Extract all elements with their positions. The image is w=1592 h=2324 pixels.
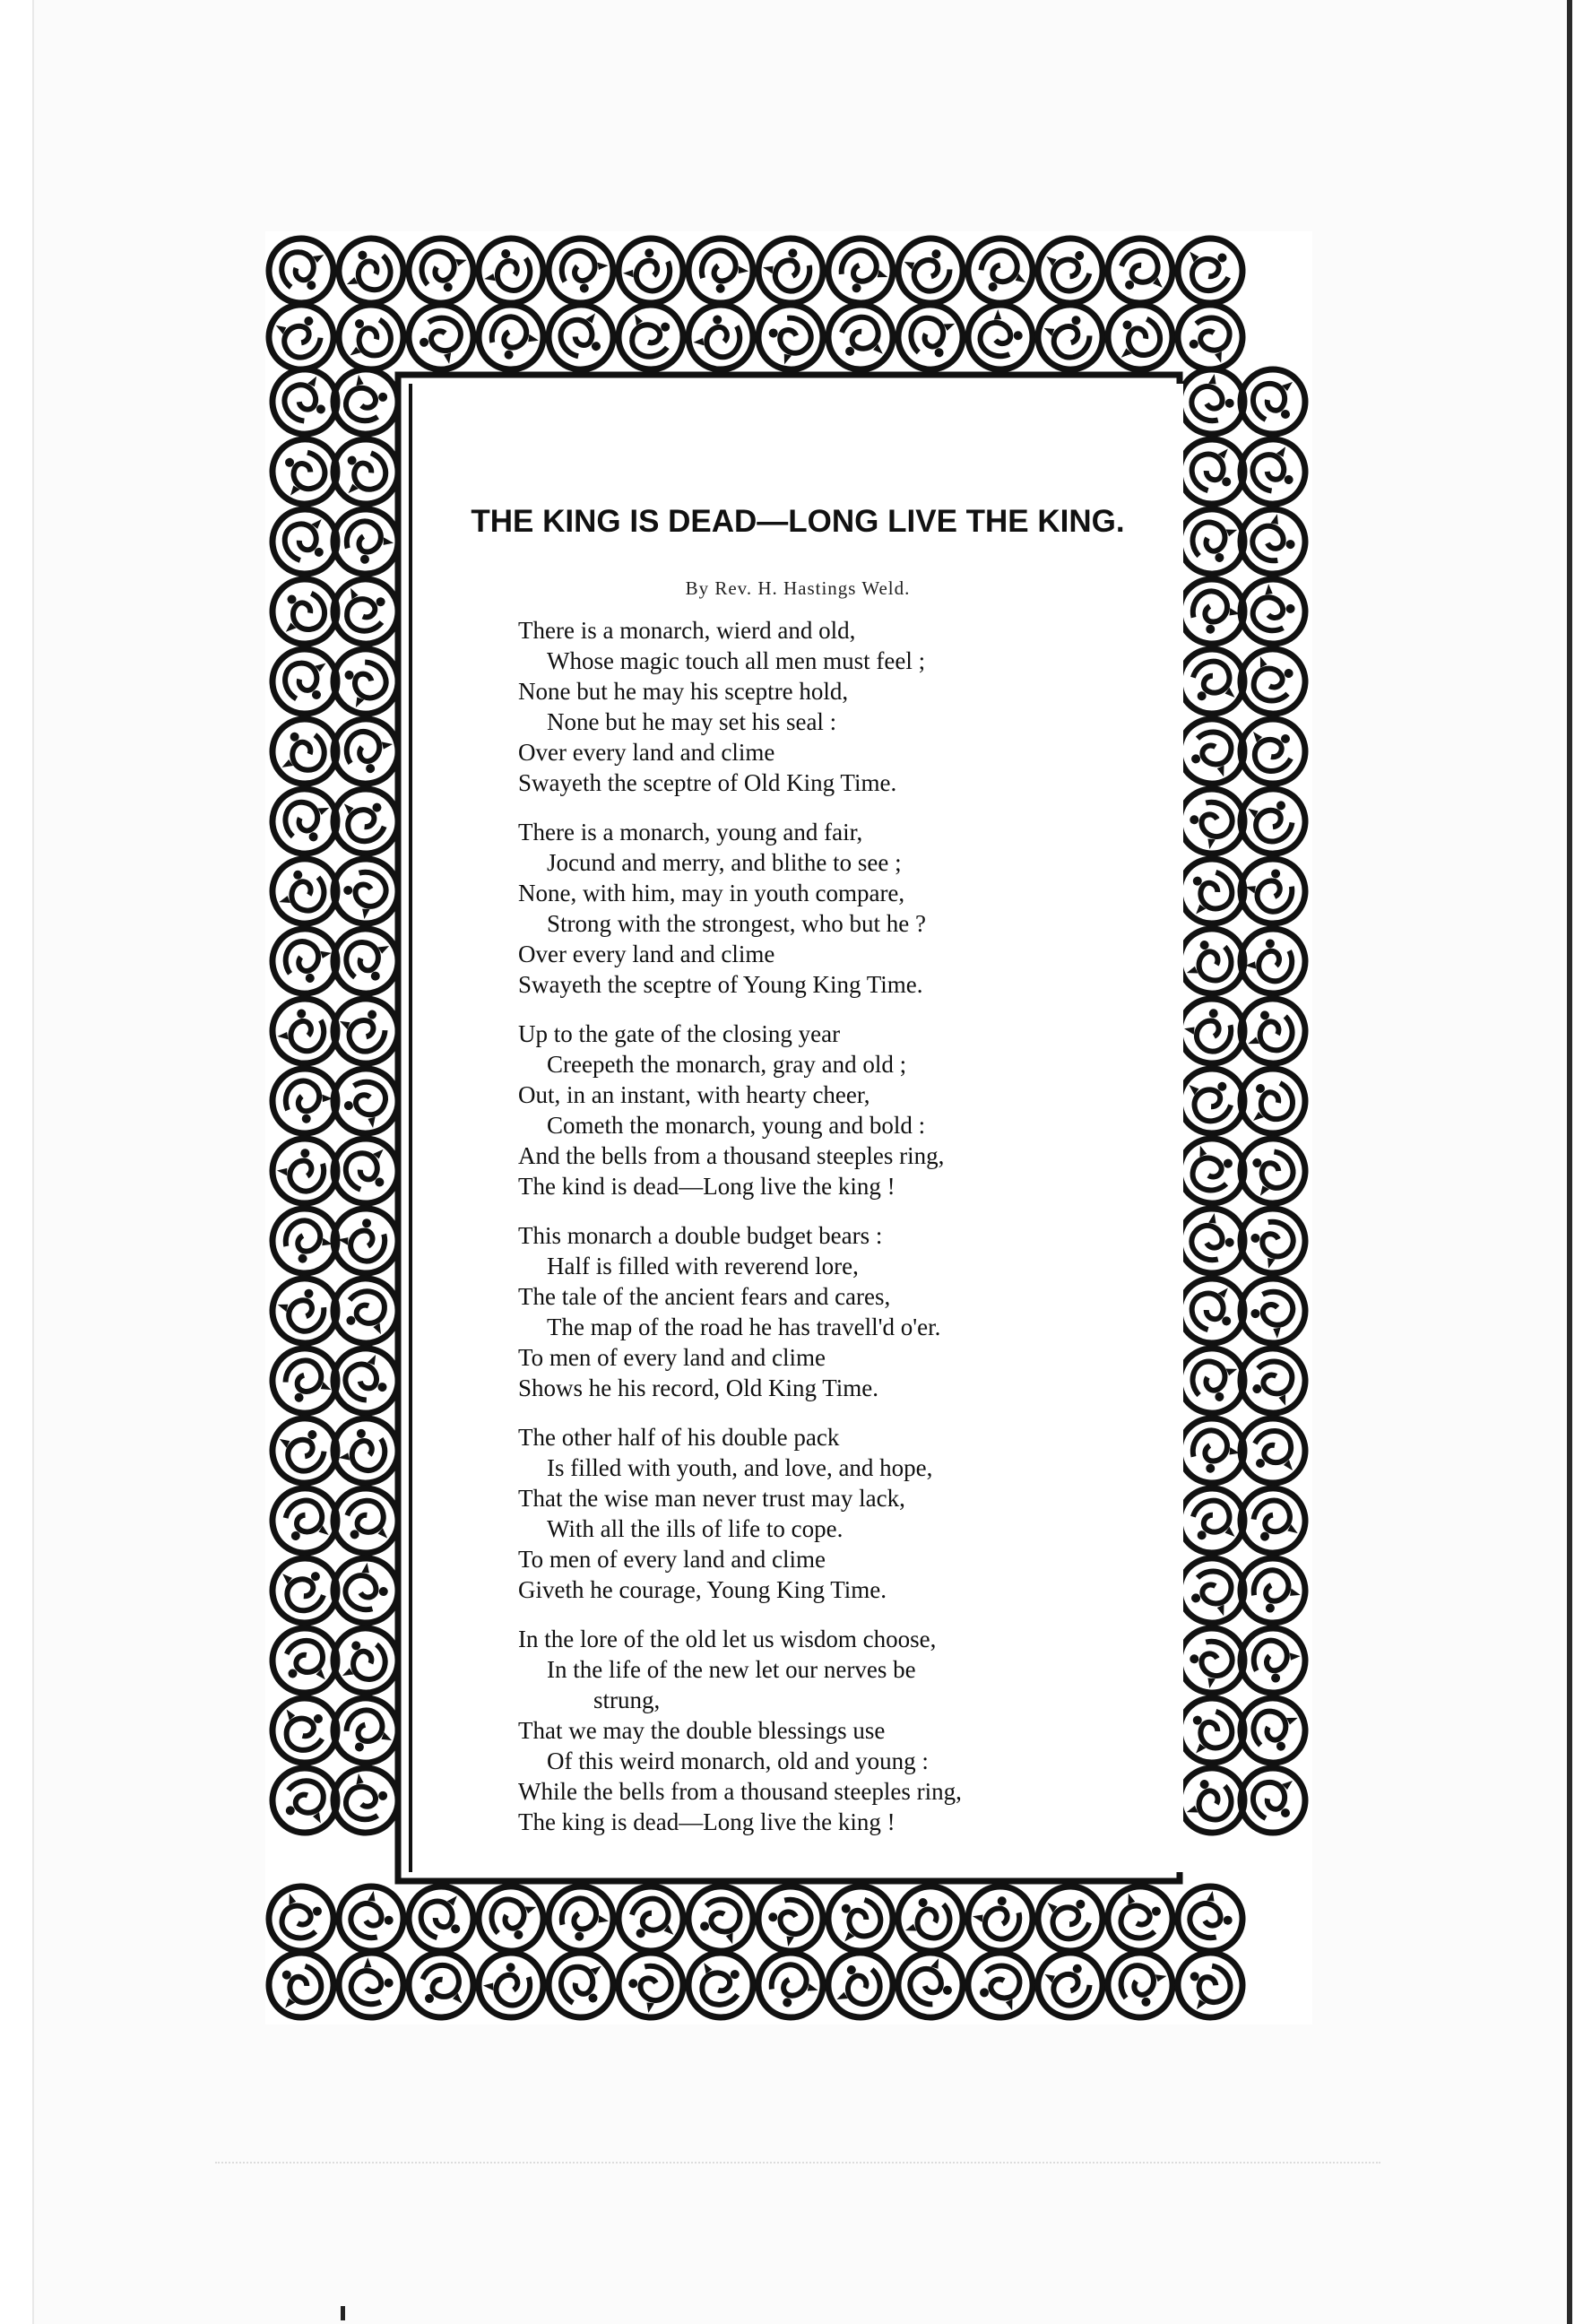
- poem-line: That we may the double blessings use: [518, 1717, 886, 1744]
- poem-line: To men of every land and clime: [518, 1344, 826, 1371]
- poem-line: There is a monarch, wierd and old,: [518, 617, 856, 644]
- poem-stanza: [518, 1220, 1146, 1403]
- poem-panel: [412, 384, 1183, 1872]
- poem-body: [518, 615, 1146, 1856]
- poem-line: In the life of the new let our nerves be: [547, 1656, 916, 1683]
- page-edge: [1567, 0, 1572, 2324]
- poem-line: Over every land and clime: [518, 941, 775, 967]
- poem-stanza: [518, 1019, 1146, 1201]
- poem-line: In the lore of the old let us wisdom choose,: [518, 1626, 937, 1652]
- poem-line: With all the ills of life to cope.: [547, 1515, 844, 1542]
- poem-line: While the bells from a thousand steeples ring,: [518, 1778, 962, 1805]
- poem-line: The map of the road he has travell'd o'er.: [547, 1314, 941, 1340]
- poem-line: Whose magic touch all men must feel ;: [547, 647, 926, 674]
- poem-line: None, with him, may in youth compare,: [518, 880, 905, 906]
- poem-line: Over every land and clime: [518, 739, 775, 766]
- ink-speck: [341, 2306, 345, 2320]
- poem-line: The kind is dead—Long live the king !: [518, 1173, 896, 1200]
- poem-line: None but he may his sceptre hold,: [518, 678, 849, 705]
- poem-line: Shows he his record, Old King Time.: [518, 1374, 879, 1401]
- scan-artifact-line: [215, 2162, 1380, 2165]
- poem-line: Out, in an instant, with hearty cheer,: [518, 1081, 870, 1108]
- poem-line: The tale of the ancient fears and cares,: [518, 1283, 891, 1310]
- poem-line: Jocund and merry, and blithe to see ;: [547, 849, 902, 876]
- poem-line: Strong with the strongest, who but he ?: [547, 910, 926, 937]
- poem-line: This monarch a double budget bears :: [518, 1222, 883, 1249]
- poem-line: There is a monarch, young and fair,: [518, 819, 863, 845]
- poem-line: Is filled with youth, and love, and hope,: [547, 1454, 933, 1481]
- poem-line: Swayeth the sceptre of Young King Time.: [518, 971, 923, 998]
- poem-line: To men of every land and clime: [518, 1546, 826, 1573]
- poem-line: Up to the gate of the closing year: [518, 1020, 841, 1047]
- poem-line: Of this weird monarch, old and young :: [547, 1747, 929, 1774]
- poem-line: Half is filled with reverend lore,: [547, 1253, 859, 1279]
- poem-line: Swayeth the sceptre of Old King Time.: [518, 769, 897, 796]
- poem-stanza: [518, 1624, 1146, 1837]
- poem-author: By Rev. H. Hastings Weld.: [685, 577, 911, 599]
- poem-stanza: [518, 817, 1146, 1000]
- poem-line: And the bells from a thousand steeples ring,: [518, 1142, 945, 1169]
- poem-stanza: [518, 1422, 1146, 1605]
- poem-line: The king is dead—Long live the king !: [518, 1808, 896, 1835]
- poem-line: Cometh the monarch, young and bold :: [547, 1112, 926, 1139]
- poem-stanza: [518, 615, 1146, 798]
- poem-line: The other half of his double pack: [518, 1424, 840, 1451]
- poem-line: That the wise man never trust may lack,: [518, 1485, 905, 1512]
- poem-line: Creepeth the monarch, gray and old ;: [547, 1051, 907, 1078]
- poem-line: None but he may set his seal :: [547, 708, 837, 735]
- poem-line: strung,: [593, 1687, 661, 1713]
- poem-line: Giveth he courage, Young King Time.: [518, 1576, 887, 1603]
- poem-title: THE KING IS DEAD—LONG LIVE THE KING.: [471, 504, 1125, 539]
